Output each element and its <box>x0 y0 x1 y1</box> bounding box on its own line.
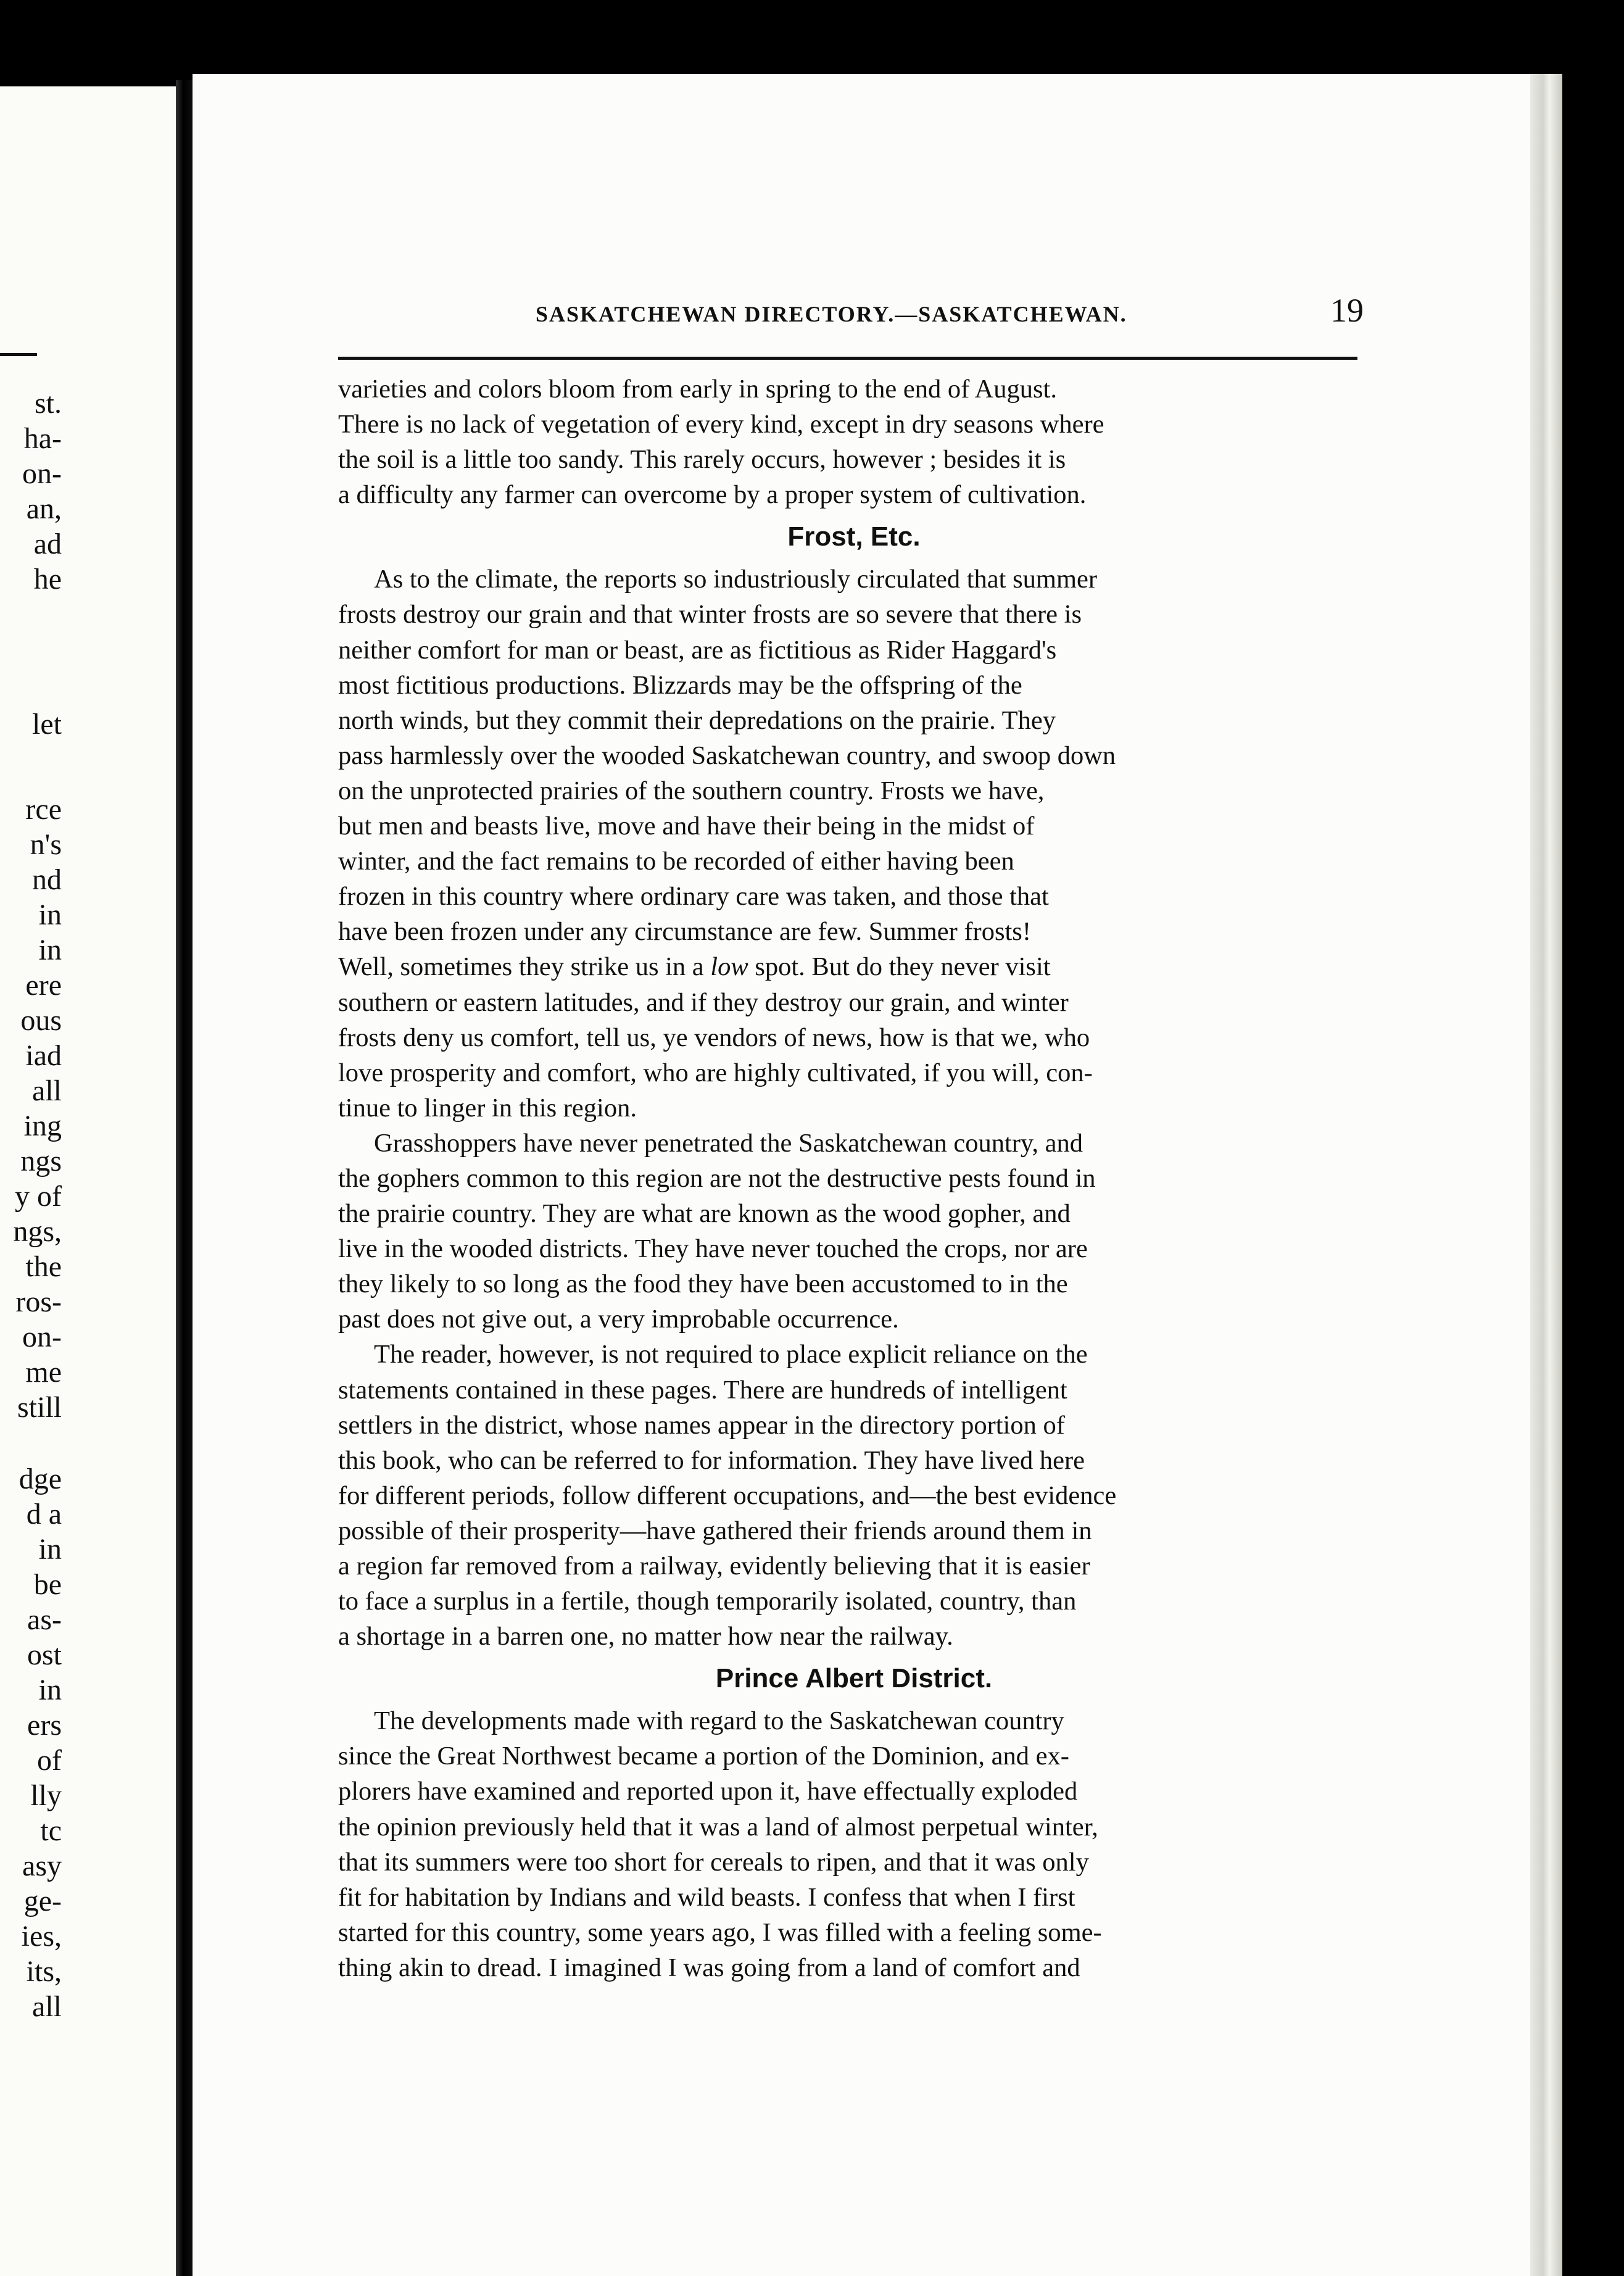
page-header <box>338 289 1364 338</box>
previous-page-line-fragment: be <box>33 1568 62 1601</box>
previous-page-line-fragment: lly <box>30 1779 62 1812</box>
previous-page-line-fragment: ad <box>33 528 62 560</box>
previous-page-line-fragment: still <box>17 1391 62 1424</box>
previous-page-line-fragment: d a <box>26 1498 62 1530</box>
previous-page-line-fragment: me <box>25 1356 62 1389</box>
body-text <box>338 372 1370 1985</box>
previous-page-line-fragment: ere <box>25 969 62 1002</box>
previous-page-line-fragment: in <box>38 1533 62 1566</box>
previous-page-line-fragment: ies, <box>21 1920 62 1953</box>
paragraph-grasshoppers: Grasshoppers have never penetrated the Saskatchewan country, and the gophers common to this region are not the destructive pests found in the prairie country. They are what are known as the wood gopher, and live in the wooded districts. They have never touched the crops, nor are they likely to so long as the food they have been accustomed to in the past does not give out, a very improbable occurrence. <box>338 1128 1096 1334</box>
previous-page-line-fragment: dge <box>19 1463 62 1495</box>
previous-page-line-fragment: of <box>37 1744 62 1777</box>
previous-page-line-fragment: ge- <box>23 1885 62 1917</box>
previous-page-line-fragment: all <box>32 1990 62 2023</box>
previous-page-line-fragment: he <box>33 563 62 596</box>
section-heading-prince-albert: Prince Albert District. <box>715 1663 993 1694</box>
previous-page-line-fragment: iad <box>25 1039 62 1072</box>
previous-page-line-fragment: all <box>32 1074 62 1107</box>
previous-page-line-fragment: ing <box>23 1110 62 1142</box>
intro-paragraph: varieties and colors bloom from early in spring to the end of August. There is no lack of vegetation of every kind, except in dry seasons where the soil is a little too sandy. This rarely occurs, however ; besides it is a difficulty any farmer can overcome by a proper system of cultivation. <box>338 375 1104 510</box>
previous-page-fragment <box>0 86 182 2276</box>
running-head: SASKATCHEWAN DIRECTORY.—SASKATCHEWAN. <box>536 302 1127 326</box>
previous-page-line-fragment: let <box>32 708 62 741</box>
previous-page-line-fragment: ers <box>27 1709 62 1742</box>
previous-page-rule <box>0 353 37 356</box>
previous-page-line-fragment: rce <box>25 793 62 826</box>
previous-page-line-fragment: ngs, <box>13 1215 62 1248</box>
previous-page-line-fragment: as- <box>27 1603 62 1636</box>
previous-page-line-fragment: an, <box>26 492 62 525</box>
page-number: 19 <box>1330 292 1364 329</box>
previous-page-line-fragment: ost <box>27 1638 62 1671</box>
paragraph-reader: The reader, however, is not required to place explicit reliance on the statements contained in these pages. There are hundreds of intelligent settlers in the district, whose names appear in the directory portion of this book, who can be referred to for information. They have lived here for different periods, follow different occupations, and—the best evidence possible of their prosperity—have gathered their friends around them in a region far removed from a railway, evidently believing that it is easier to face a surplus in a fertile, though temporarily isolated, country, than a shortage in a barren one, no matter how near the railway. <box>338 1340 1117 1651</box>
previous-page-line-fragment: nd <box>32 863 62 896</box>
previous-page-line-fragment: ngs <box>20 1145 62 1177</box>
previous-page-line-fragment: its, <box>26 1955 62 1988</box>
section-heading-frost: Frost, Etc. <box>787 521 921 552</box>
page-edge <box>1530 74 1562 2276</box>
previous-page-line-fragment: ous <box>20 1004 62 1037</box>
previous-page-line-fragment: ha- <box>23 422 62 455</box>
previous-page-line-fragment: tc <box>40 1814 62 1847</box>
previous-page-line-fragment: in <box>38 899 62 931</box>
previous-page-line-fragment: in <box>38 1674 62 1706</box>
previous-page-line-fragment: ros- <box>15 1285 62 1318</box>
previous-page-line-fragment: n's <box>30 828 62 861</box>
paragraph-developments: The developments made with regard to the Saskatchewan country since the Great Northwest became a portion of the Dominion, and ex- plorers have examined and reported upon it, have effectually exploded the opinion previously held that it was a land of almost perpetual winter, that its summers were too short for cereals to ripen, and that it was only fit for habitation by Indians and wild beasts. I confess that when I first started for this country, some years ago, I was filled with a feeling some- thing akin to dread. I imagined I was going from a land of comfort and <box>338 1706 1102 1982</box>
italic-word: low <box>710 952 748 982</box>
previous-page-line-fragment: asy <box>22 1850 62 1882</box>
previous-page-line-fragment: y of <box>15 1180 62 1213</box>
previous-page-line-fragment: on- <box>22 457 62 490</box>
header-rule <box>338 357 1357 360</box>
previous-page-line-fragment: st. <box>34 387 62 420</box>
previous-page-line-fragment: the <box>25 1250 62 1283</box>
previous-page-line-fragment: in <box>38 934 62 966</box>
paragraph-climate: As to the climate, the reports so industriously circulated that summer frosts destroy our grain and that winter frosts are so severe that there is neither comfort for man or beast, are as fictitious as Rider Haggard's most fictitious productions. Blizzards may be the offspring of the north winds, but they commit their depredations on the prairie. They pass harmlessly over the wooded Saskatchewan country, and swoop down on the unprotected prairies of the southern country. Frosts we have, but men and beasts live, move and have their being in the midst of winter, and the fact remains to be recorded of either having been frozen in this country where ordinary care was taken, and those that have been frozen under any circumstance are few. Summer frosts! Well, sometimes they strike us in a low spot. But do they never visit southern or eastern latitudes, and if they destroy our grain, and winter frosts deny us comfort, tell us, ye vendors of news, how is that we, who love prosperity and comfort, who are highly cultivated, if you will, con- tinue to linger in this region. <box>338 565 1116 1123</box>
book-gutter <box>176 80 194 2276</box>
previous-page-line-fragment: on- <box>22 1321 62 1353</box>
